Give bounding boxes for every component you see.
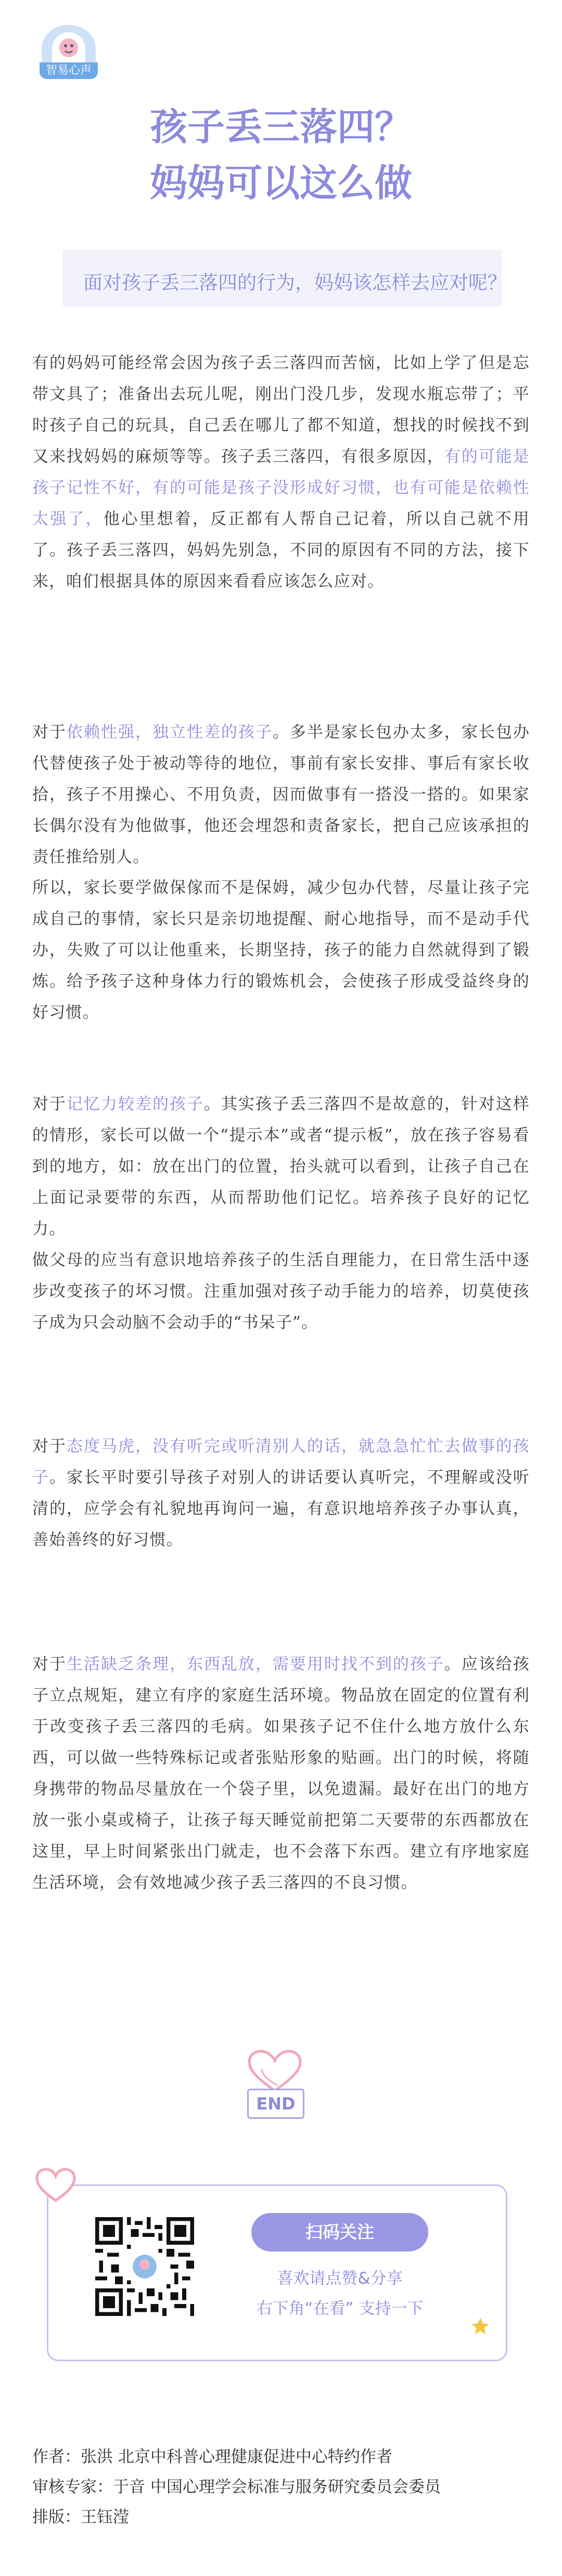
paragraph-text: 对于 [32,723,67,742]
title-line-1: 孩子丢三落四？ [149,105,412,149]
highlight-text: 有的可能是孩子记性不好，有的可能是孩子没形成好习惯，也有可能是依赖性太强了， [32,447,530,528]
page-title [0,99,562,211]
qr-code-icon[interactable] [95,2217,194,2316]
paragraph-disorder [32,1649,530,1898]
end-label: END [247,2089,304,2119]
highlight-text: 态度马虎，没有听完或听清别人的话，就急急忙忙去做事的孩子 [32,1437,530,1487]
intro-banner [62,250,507,307]
title-line-2: 妈妈可以这么做 [149,161,412,205]
paragraph-intro [32,347,530,597]
paragraph-text: 做父母的应当有意识地培养孩子的生活自理能力，在日常生活中逐步改变孩子的坏习惯。注重加强对孩子动手能力的培养，切莫使孩子成为只会动脑不会动手的“书呆子”。 [32,1251,530,1332]
author-credit: 作者：张洪 北京中科普心理健康促进中心特约作者 [32,2448,392,2466]
paragraph-text: 有的妈妈可能经常会因为孩子丢三落四而苦恼，比如上学了但是忘带文具了；准备出去玩儿呢，刚出门没几步，发现水瓶忘带了；平时孩子自己的玩具，自己丢在哪儿了都不知道，想找的时候找不到又来找妈妈的麻烦等等。孩子丢三落四，有很多原因， [32,354,530,466]
paragraph-dependence [32,717,530,873]
paragraph-careless [32,1431,530,1556]
follow-button[interactable]: 扫码关注 [251,2213,428,2251]
paragraph-text: 他心里想着，反正都有人帮自己记着，所以自己就不用了。孩子丢三落四，妈妈先别急，不同的原因有不同的方法，接下来，咱们根据具体的原因来看看应该怎么应对。 [32,510,530,591]
brand-logo [32,21,105,82]
editor-credit: 排版：王钰滢 [32,2508,129,2527]
end-marker [242,2049,320,2127]
highlight-text: 生活缺乏条理，东西乱放，需要用时找不到的孩子 [67,1655,444,1674]
like-share-text: 喜欢请点赞&分享 [277,2269,403,2288]
paragraph-text: 对于 [32,1437,67,1456]
follow-card [47,2184,507,2361]
paragraph-text: 。应该给孩子立点规矩，建立有序的家庭生活环境。物品放在固定的位置有利于改变孩子丢三落四的毛病。如果孩子记不住什么地方放什么东西，可以做一些特殊标记或者张贴形象的贴画。出门的时候，将随身携带的物品尽量放在一个袋子里，以免遗漏。最好在出门的地方放一张小桌或椅子，让孩子每天睡觉前把第二天要带的东西都放在这里，早上时间紧张出门就走，也不会落下东西。建立有序地家庭生活环境，会有效地减少孩子丢三落四的不良习惯。 [32,1655,530,1892]
logo-mark-icon [32,21,105,68]
intro-text: 面对孩子丢三落四的行为，妈妈该怎样去应对呢？ [83,271,507,294]
highlight-text: 依赖性强，独立性差的孩子 [67,723,273,742]
paragraph-advice [32,872,530,1028]
paragraph-text: 对于 [32,1095,67,1114]
heart-icon [35,2167,76,2204]
paragraph-self-care [32,1245,530,1338]
star-icon [470,2316,491,2337]
paragraph-text: 。家长平时要引导孩子对别人的讲话要认真听完，不理解或没听清的，应学会有礼貌地再询问一遍，有意识地培养孩子办事认真，善始善终的好习惯。 [32,1468,530,1549]
highlight-text: 记忆力较差的孩子 [66,1095,204,1114]
paragraph-text: 所以，家长要学做保傢而不是保姆，减少包办代替，尽量让孩子完成自己的事情，家长只是亲切地提醒、耐心地指导，而不是动手代办，失败了可以让他重来，长期坚持，孩子的能力自然就得到了锻炼。给予孩子这种身体力行的锻炼机会，会使孩子形成受益终身的好习惯。 [32,878,530,1022]
paragraph-text: 对于 [32,1655,67,1674]
watch-support-text: 右下角“在看” 支持一下 [256,2299,424,2318]
reviewer-credit: 审核专家：于音 中国心理学会标准与服务研究委员会委员 [32,2478,441,2496]
paragraph-text: 。多半是家长包办太多，家长包办代替使孩子处于被动等待的地位，事前有家长安排、事后有家长收拾，孩子不用操心、不用负责，因而做事有一搭没一搭的。如果家长偶尔没有为他做事，他还会埋怨和责备家长，把自己应该承担的责任推给别人。 [32,723,530,866]
logo-text: 智易心声 [40,62,98,79]
paragraph-memory [32,1089,530,1245]
paragraph-text: 。其实孩子丢三落四不是故意的，针对这样的情形，家长可以做一个“提示本”或者“提示板”，放在孩子容易看到的地方，如：放在出门的位置，抬头就可以看到，让孩子自己在上面记录要带的东西，从而帮助他们记忆。培养孩子良好的记忆力。 [32,1095,530,1238]
